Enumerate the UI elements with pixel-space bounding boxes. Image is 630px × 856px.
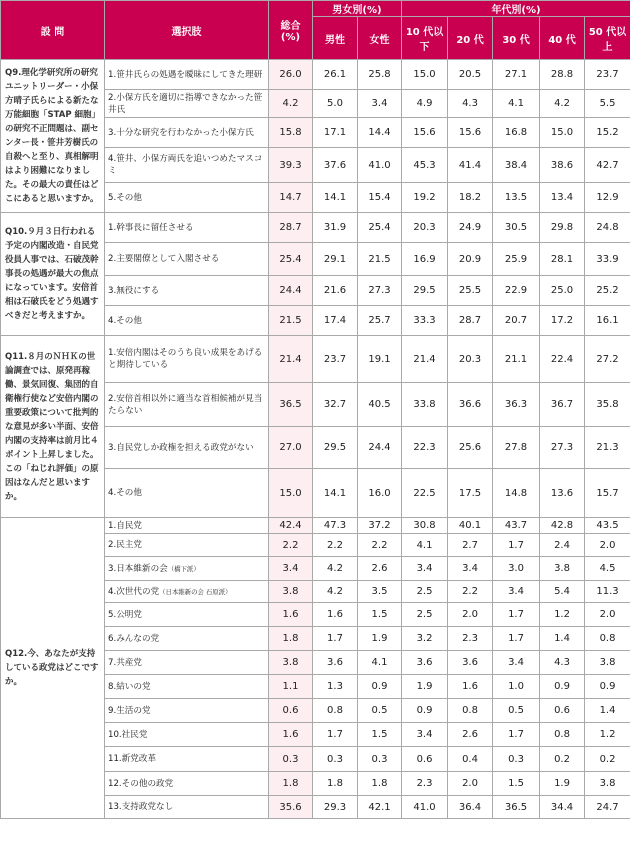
total-value: 35.6 — [269, 796, 313, 819]
total-value: 3.4 — [269, 557, 313, 581]
choice-cell — [105, 306, 269, 336]
value-cell: 2.0 — [448, 603, 493, 627]
value-cell: 2.2 — [448, 581, 493, 603]
value-cell: 1.7 — [313, 723, 358, 747]
choice-cell — [105, 243, 269, 276]
value-cell: 2.7 — [448, 534, 493, 557]
choice-cell — [105, 772, 269, 796]
value-cell: 0.9 — [402, 699, 448, 723]
female-header: 女性 — [358, 17, 402, 60]
value-cell: 1.2 — [540, 603, 585, 627]
value-cell: 24.7 — [585, 796, 630, 819]
value-cell: 3.4 — [402, 557, 448, 581]
question-text: Q12.今、あなたが支持している政党はどこですか。 — [1, 518, 105, 819]
value-cell: 14.1 — [313, 183, 358, 213]
value-cell: 0.6 — [402, 747, 448, 772]
value-cell: 17.1 — [313, 118, 358, 148]
value-cell: 14.8 — [493, 469, 540, 518]
value-cell: 0.6 — [540, 699, 585, 723]
value-cell: 21.1 — [493, 336, 540, 383]
total-value: 28.7 — [269, 213, 313, 243]
value-cell: 19.2 — [402, 183, 448, 213]
total-value: 15.0 — [269, 469, 313, 518]
value-cell: 33.9 — [585, 243, 630, 276]
value-cell: 38.6 — [540, 148, 585, 183]
choice-label: 13.支持政党なし — [108, 802, 174, 812]
total-value: 3.8 — [269, 581, 313, 603]
value-cell: 0.2 — [540, 747, 585, 772]
value-cell: 29.8 — [540, 213, 585, 243]
total-value: 2.2 — [269, 534, 313, 557]
value-cell: 1.7 — [493, 627, 540, 651]
value-cell: 5.5 — [585, 90, 630, 118]
value-cell: 3.6 — [402, 651, 448, 675]
age30-header: 30 代 — [493, 17, 540, 60]
choice-label: 1.幹事長に留任させる — [108, 222, 194, 233]
value-cell: 2.5 — [402, 603, 448, 627]
choice-cell — [105, 675, 269, 699]
value-cell: 20.9 — [448, 243, 493, 276]
choice-cell — [105, 469, 269, 518]
value-cell: 1.4 — [585, 699, 630, 723]
choice-label: 6.みんなの党 — [108, 633, 160, 644]
value-cell: 12.9 — [585, 183, 630, 213]
value-cell: 4.3 — [540, 651, 585, 675]
table-row — [1, 213, 630, 243]
total-value: 4.2 — [269, 90, 313, 118]
value-cell: 1.7 — [493, 603, 540, 627]
value-cell: 25.9 — [493, 243, 540, 276]
choice-label: 5.その他 — [108, 192, 142, 203]
value-cell: 1.8 — [313, 772, 358, 796]
value-cell: 2.5 — [402, 581, 448, 603]
value-cell: 29.5 — [402, 276, 448, 306]
value-cell: 5.0 — [313, 90, 358, 118]
choice-label: 1.笹井氏らの処遇を曖昧にしてきた理研 — [108, 69, 263, 80]
value-cell: 27.3 — [540, 427, 585, 469]
question-header: 設 問 — [1, 1, 105, 60]
value-cell: 2.0 — [585, 534, 630, 557]
value-cell: 4.2 — [540, 90, 585, 118]
choice-cell — [105, 118, 269, 148]
choice-label: 11.新党改革 — [108, 754, 157, 764]
total-value: 1.8 — [269, 772, 313, 796]
value-cell: 1.9 — [540, 772, 585, 796]
value-cell: 27.2 — [585, 336, 630, 383]
total-value: 1.6 — [269, 603, 313, 627]
value-cell: 47.3 — [313, 518, 358, 534]
total-value: 1.8 — [269, 627, 313, 651]
value-cell: 1.7 — [313, 627, 358, 651]
total-value: 0.6 — [269, 699, 313, 723]
total-value: 24.4 — [269, 276, 313, 306]
choice-label: 8.結いの党 — [108, 681, 151, 692]
value-cell: 1.0 — [493, 675, 540, 699]
total-value: 39.3 — [269, 148, 313, 183]
choice-cell — [105, 796, 269, 819]
value-cell: 33.8 — [402, 383, 448, 427]
value-cell: 13.4 — [540, 183, 585, 213]
value-cell: 2.0 — [448, 772, 493, 796]
choice-cell — [105, 427, 269, 469]
value-cell: 0.3 — [493, 747, 540, 772]
value-cell: 1.5 — [493, 772, 540, 796]
choice-cell — [105, 383, 269, 427]
total-value: 14.7 — [269, 183, 313, 213]
question-text: Q9.理化学研究所の研究ユニットリーダー・小保方晴子氏らによる新たな万能細胞「STAP 細胞」の研究不正問題は、副センター長・笹井芳樹氏の自殺へと至り、真相解明はより困難になりました。その最大の責任はどこにあると思いますか。 — [1, 60, 105, 213]
value-cell: 29.1 — [313, 243, 358, 276]
value-cell: 28.1 — [540, 243, 585, 276]
value-cell: 20.3 — [402, 213, 448, 243]
age40-header: 40 代 — [540, 17, 585, 60]
value-cell: 15.0 — [540, 118, 585, 148]
value-cell: 43.7 — [493, 518, 540, 534]
value-cell: 32.7 — [313, 383, 358, 427]
value-cell: 0.4 — [448, 747, 493, 772]
choice-label: 3.十分な研究を行わなかった小保方氏 — [108, 127, 254, 138]
value-cell: 3.0 — [493, 557, 540, 581]
value-cell: 1.3 — [313, 675, 358, 699]
total-value: 26.0 — [269, 60, 313, 90]
choice-cell — [105, 183, 269, 213]
total-value: 27.0 — [269, 427, 313, 469]
value-cell: 15.4 — [358, 183, 402, 213]
value-cell: 0.2 — [585, 747, 630, 772]
total-value: 21.4 — [269, 336, 313, 383]
value-cell: 35.8 — [585, 383, 630, 427]
value-cell: 40.1 — [448, 518, 493, 534]
age-group-header: 年代別(%) — [402, 1, 630, 17]
choice-label: 4.その他 — [108, 488, 142, 498]
total-value: 42.4 — [269, 518, 313, 534]
value-cell: 20.7 — [493, 306, 540, 336]
total-value: 25.4 — [269, 243, 313, 276]
value-cell: 4.1 — [493, 90, 540, 118]
choice-cell — [105, 534, 269, 557]
value-cell: 0.3 — [358, 747, 402, 772]
value-cell: 1.6 — [448, 675, 493, 699]
choice-cell — [105, 699, 269, 723]
choice-cell — [105, 213, 269, 243]
value-cell: 26.1 — [313, 60, 358, 90]
choice-label: 2.民主党 — [108, 540, 142, 550]
value-cell: 25.7 — [358, 306, 402, 336]
total-value: 36.5 — [269, 383, 313, 427]
value-cell: 15.7 — [585, 469, 630, 518]
value-cell: 36.6 — [448, 383, 493, 427]
choice-cell — [105, 603, 269, 627]
value-cell: 1.9 — [402, 675, 448, 699]
value-cell: 40.5 — [358, 383, 402, 427]
total-header — [269, 1, 313, 60]
table-body — [1, 60, 630, 819]
value-cell: 16.9 — [402, 243, 448, 276]
choice-cell — [105, 60, 269, 90]
choice-cell — [105, 723, 269, 747]
value-cell: 3.8 — [585, 651, 630, 675]
value-cell: 24.4 — [358, 427, 402, 469]
value-cell: 22.9 — [493, 276, 540, 306]
value-cell: 27.1 — [493, 60, 540, 90]
value-cell: 1.9 — [358, 627, 402, 651]
male-header: 男性 — [313, 17, 358, 60]
value-cell: 14.4 — [358, 118, 402, 148]
value-cell: 0.5 — [358, 699, 402, 723]
value-cell: 38.4 — [493, 148, 540, 183]
value-cell: 4.1 — [358, 651, 402, 675]
value-cell: 17.5 — [448, 469, 493, 518]
value-cell: 0.5 — [493, 699, 540, 723]
value-cell: 13.6 — [540, 469, 585, 518]
value-cell: 4.2 — [313, 557, 358, 581]
table-row — [1, 60, 630, 90]
value-cell: 2.6 — [358, 557, 402, 581]
value-cell: 17.4 — [313, 306, 358, 336]
value-cell: 2.0 — [585, 603, 630, 627]
value-cell: 15.6 — [448, 118, 493, 148]
value-cell: 14.1 — [313, 469, 358, 518]
value-cell: 36.3 — [493, 383, 540, 427]
value-cell: 3.8 — [585, 772, 630, 796]
value-cell: 25.5 — [448, 276, 493, 306]
value-cell: 1.5 — [358, 723, 402, 747]
choice-cell — [105, 747, 269, 772]
value-cell: 1.6 — [313, 603, 358, 627]
value-cell: 13.5 — [493, 183, 540, 213]
age50-header: 50 代以上 — [585, 17, 630, 60]
value-cell: 0.9 — [585, 675, 630, 699]
value-cell: 24.8 — [585, 213, 630, 243]
value-cell: 1.5 — [358, 603, 402, 627]
choice-note: （日本維新の会 石原派） — [159, 587, 232, 596]
value-cell: 0.8 — [585, 627, 630, 651]
choice-label: 4.その他 — [108, 315, 142, 326]
value-cell: 27.3 — [358, 276, 402, 306]
value-cell: 21.4 — [402, 336, 448, 383]
value-cell: 41.0 — [358, 148, 402, 183]
age20-header: 20 代 — [448, 17, 493, 60]
choice-label: 12.その他の政党 — [108, 778, 174, 789]
value-cell: 11.3 — [585, 581, 630, 603]
value-cell: 1.7 — [493, 723, 540, 747]
choice-cell — [105, 627, 269, 651]
value-cell: 3.6 — [313, 651, 358, 675]
value-cell: 4.5 — [585, 557, 630, 581]
value-cell: 34.4 — [540, 796, 585, 819]
value-cell: 4.9 — [402, 90, 448, 118]
value-cell: 0.9 — [358, 675, 402, 699]
gender-group-header: 男女別(%) — [313, 1, 402, 17]
value-cell: 43.5 — [585, 518, 630, 534]
value-cell: 31.9 — [313, 213, 358, 243]
question-text: Q11.８月のＮＨＫの世論調査では、原発再稼働、景気回復、集団的自衛権行使など安倍内閣の重要政策について批判的な意見が多い半面、安倍内閣の支持率は前月比４ポイント上昇しました。この「ねじれ評価」の原因はなんだと思いますか。 — [1, 336, 105, 518]
choice-label: 4.次世代の党 — [108, 586, 160, 597]
value-cell: 2.2 — [358, 534, 402, 557]
choice-cell — [105, 581, 269, 603]
choice-cell — [105, 336, 269, 383]
value-cell: 24.9 — [448, 213, 493, 243]
value-cell: 3.4 — [493, 581, 540, 603]
value-cell: 21.5 — [358, 243, 402, 276]
value-cell: 36.5 — [493, 796, 540, 819]
value-cell: 19.1 — [358, 336, 402, 383]
value-cell: 16.0 — [358, 469, 402, 518]
value-cell: 22.4 — [540, 336, 585, 383]
table-row — [1, 336, 630, 383]
value-cell: 1.8 — [358, 772, 402, 796]
value-cell: 2.6 — [448, 723, 493, 747]
value-cell: 4.2 — [313, 581, 358, 603]
value-cell: 2.4 — [540, 534, 585, 557]
choices-header: 選択肢 — [105, 1, 269, 60]
choice-label: 3.自民党しか政権を担える政党がない — [108, 442, 254, 453]
total-value: 1.1 — [269, 675, 313, 699]
value-cell: 25.4 — [358, 213, 402, 243]
value-cell: 3.6 — [448, 651, 493, 675]
value-cell: 21.6 — [313, 276, 358, 306]
value-cell: 25.6 — [448, 427, 493, 469]
value-cell: 29.3 — [313, 796, 358, 819]
choice-cell — [105, 651, 269, 675]
value-cell: 15.0 — [402, 60, 448, 90]
choice-cell — [105, 518, 269, 534]
choice-label: 2.小保方氏を適切に指導できなかった笹井氏 — [108, 92, 263, 115]
value-cell: 3.5 — [358, 581, 402, 603]
value-cell: 0.9 — [540, 675, 585, 699]
value-cell: 28.7 — [448, 306, 493, 336]
choice-label: 4.笹井、小保方両氏を追いつめたマスコミ — [108, 154, 263, 176]
value-cell: 4.3 — [448, 90, 493, 118]
value-cell: 42.7 — [585, 148, 630, 183]
choice-cell — [105, 276, 269, 306]
choice-cell — [105, 557, 269, 581]
value-cell: 28.8 — [540, 60, 585, 90]
value-cell: 42.8 — [540, 518, 585, 534]
total-value: 1.6 — [269, 723, 313, 747]
value-cell: 3.4 — [358, 90, 402, 118]
value-cell: 1.2 — [585, 723, 630, 747]
total-value: 15.8 — [269, 118, 313, 148]
choice-label: 2.主要閣僚として入閣させる — [108, 254, 220, 264]
choice-label: 1.安倍内閣はそのうち良い成果をあげると期待している — [108, 348, 263, 370]
value-cell: 30.8 — [402, 518, 448, 534]
age10-header: 10 代以下 — [402, 17, 448, 60]
value-cell: 37.2 — [358, 518, 402, 534]
value-cell: 22.3 — [402, 427, 448, 469]
value-cell: 3.4 — [448, 557, 493, 581]
choice-cell — [105, 148, 269, 183]
value-cell: 37.6 — [313, 148, 358, 183]
value-cell: 20.3 — [448, 336, 493, 383]
value-cell: 2.3 — [402, 772, 448, 796]
value-cell: 36.4 — [448, 796, 493, 819]
value-cell: 3.2 — [402, 627, 448, 651]
choice-label: 3.日本維新の会 — [108, 563, 168, 574]
value-cell: 16.8 — [493, 118, 540, 148]
value-cell: 3.8 — [540, 557, 585, 581]
value-cell: 0.8 — [313, 699, 358, 723]
value-cell: 22.5 — [402, 469, 448, 518]
choice-label: 10.社民党 — [108, 729, 148, 740]
value-cell: 27.8 — [493, 427, 540, 469]
total-value: 3.8 — [269, 651, 313, 675]
value-cell: 4.1 — [402, 534, 448, 557]
value-cell: 20.5 — [448, 60, 493, 90]
value-cell: 42.1 — [358, 796, 402, 819]
value-cell: 0.8 — [540, 723, 585, 747]
value-cell: 16.1 — [585, 306, 630, 336]
question-text: Q10.９月３日行われる予定の内閣改造・自民党役員人事では、石破茂幹事長の処遇が最大の焦点になっています。安倍首相は石破氏をどう処遇すべきだと考えますか。 — [1, 213, 105, 336]
value-cell: 3.4 — [493, 651, 540, 675]
choice-note: （橋下派） — [167, 564, 200, 573]
table-row — [1, 518, 630, 534]
value-cell: 1.4 — [540, 627, 585, 651]
value-cell: 21.3 — [585, 427, 630, 469]
choice-cell — [105, 90, 269, 118]
value-cell: 25.2 — [585, 276, 630, 306]
value-cell: 3.4 — [402, 723, 448, 747]
value-cell: 23.7 — [585, 60, 630, 90]
value-cell: 25.8 — [358, 60, 402, 90]
value-cell: 0.3 — [313, 747, 358, 772]
value-cell: 0.8 — [448, 699, 493, 723]
choice-label: 3.無役にする — [108, 285, 160, 296]
value-cell: 5.4 — [540, 581, 585, 603]
value-cell: 1.7 — [493, 534, 540, 557]
value-cell: 30.5 — [493, 213, 540, 243]
value-cell: 36.7 — [540, 383, 585, 427]
value-cell: 41.4 — [448, 148, 493, 183]
value-cell: 41.0 — [402, 796, 448, 819]
total-unit: (%) — [280, 32, 301, 43]
choice-label: 1.自民党 — [108, 520, 142, 531]
value-cell: 15.6 — [402, 118, 448, 148]
choice-label: 7.共産党 — [108, 657, 142, 668]
value-cell: 45.3 — [402, 148, 448, 183]
value-cell: 23.7 — [313, 336, 358, 383]
choice-label: 9.生活の党 — [108, 705, 151, 716]
value-cell: 33.3 — [402, 306, 448, 336]
choice-label: 5.公明党 — [108, 609, 142, 620]
total-label: 総合 — [280, 21, 301, 32]
total-value: 21.5 — [269, 306, 313, 336]
value-cell: 18.2 — [448, 183, 493, 213]
total-value: 0.3 — [269, 747, 313, 772]
value-cell: 15.2 — [585, 118, 630, 148]
value-cell: 2.3 — [448, 627, 493, 651]
value-cell: 29.5 — [313, 427, 358, 469]
value-cell: 17.2 — [540, 306, 585, 336]
value-cell: 25.0 — [540, 276, 585, 306]
choice-label: 2.安倍首相以外に適当な首相候補が見当たらない — [108, 393, 263, 416]
value-cell: 2.2 — [313, 534, 358, 557]
